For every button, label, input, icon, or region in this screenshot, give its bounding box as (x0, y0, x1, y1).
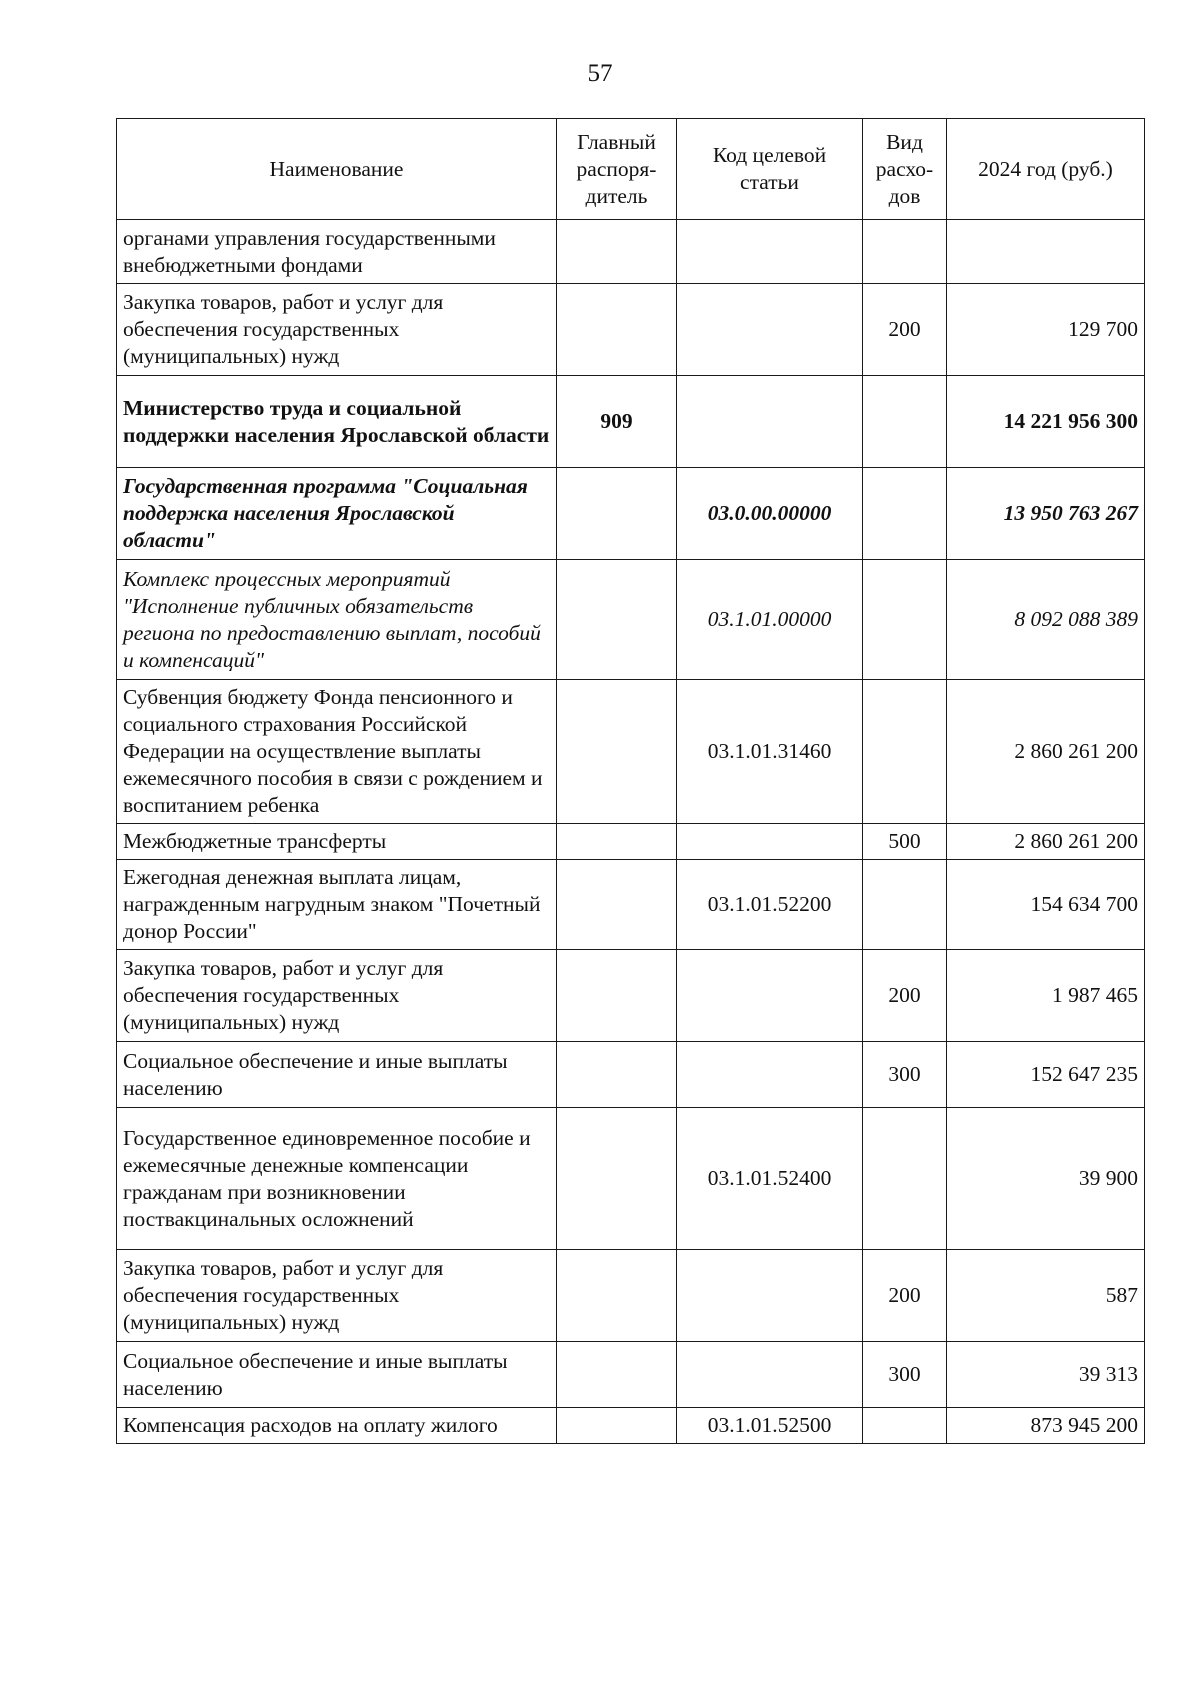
cell-target-code (677, 824, 863, 860)
cell-target-code: 03.1.01.52400 (677, 1108, 863, 1250)
cell-expense-type (863, 1108, 947, 1250)
table-row (117, 376, 1145, 468)
cell-amount: 2 860 261 200 (947, 824, 1145, 860)
cell-amount: 39 900 (947, 1108, 1145, 1250)
cell-amount: 1 987 465 (947, 950, 1145, 1042)
cell-name: Субвенция бюджету Фонда пенсионного и социального страхования Российской Федерации на осуществление выплаты ежемесячного пособия в связи с рождением и воспитанием ребенка (117, 680, 557, 824)
cell-amount: 152 647 235 (947, 1042, 1145, 1108)
table-row (117, 1342, 1145, 1408)
table-row (117, 1042, 1145, 1108)
budget-table (116, 118, 1145, 1444)
cell-name: органами управления государственными внебюджетными фондами (117, 220, 557, 284)
cell-chief-administrator (557, 560, 677, 680)
cell-chief-administrator (557, 680, 677, 824)
cell-chief-administrator (557, 1408, 677, 1444)
cell-target-code: 03.1.01.00000 (677, 560, 863, 680)
table-row (117, 1408, 1145, 1444)
cell-expense-type: 200 (863, 284, 947, 376)
cell-amount: 154 634 700 (947, 860, 1145, 950)
header-target-code: Код целевой статьи (677, 119, 863, 220)
table-row (117, 824, 1145, 860)
cell-expense-type (863, 860, 947, 950)
cell-expense-type: 200 (863, 950, 947, 1042)
table-row (117, 680, 1145, 824)
page-number: 57 (587, 60, 613, 87)
cell-expense-type (863, 220, 947, 284)
cell-chief-administrator (557, 1342, 677, 1408)
cell-expense-type: 300 (863, 1042, 947, 1108)
cell-target-code (677, 1042, 863, 1108)
table-row (117, 1108, 1145, 1250)
cell-amount: 8 092 088 389 (947, 560, 1145, 680)
cell-name: Министерство труда и социальной поддержки населения Ярославской области (117, 376, 557, 468)
cell-name: Социальное обеспечение и иные выплаты населению (117, 1342, 557, 1408)
header-row (117, 119, 1145, 220)
cell-chief-administrator (557, 1108, 677, 1250)
header-amount-2024: 2024 год (руб.) (947, 119, 1145, 220)
cell-expense-type: 200 (863, 1250, 947, 1342)
table-row (117, 560, 1145, 680)
cell-target-code: 03.0.00.00000 (677, 468, 863, 560)
cell-expense-type (863, 376, 947, 468)
cell-target-code (677, 376, 863, 468)
cell-chief-administrator (557, 1042, 677, 1108)
cell-chief-administrator (557, 824, 677, 860)
cell-chief-administrator (557, 220, 677, 284)
cell-name: Закупка товаров, работ и услуг для обеспечения государственных (муниципальных) нужд (117, 1250, 557, 1342)
cell-amount: 39 313 (947, 1342, 1145, 1408)
cell-chief-administrator (557, 468, 677, 560)
cell-expense-type: 500 (863, 824, 947, 860)
cell-amount (947, 220, 1145, 284)
cell-chief-administrator (557, 284, 677, 376)
cell-expense-type: 300 (863, 1342, 947, 1408)
cell-chief-administrator (557, 950, 677, 1042)
cell-amount: 587 (947, 1250, 1145, 1342)
cell-name: Компенсация расходов на оплату жилого (117, 1408, 557, 1444)
header-expense-type: Вид расхо- дов (863, 119, 947, 220)
cell-target-code: 03.1.01.52500 (677, 1408, 863, 1444)
table-row (117, 468, 1145, 560)
cell-name: Закупка товаров, работ и услуг для обеспечения государственных (муниципальных) нужд (117, 950, 557, 1042)
cell-amount: 873 945 200 (947, 1408, 1145, 1444)
table-row (117, 860, 1145, 950)
cell-name: Социальное обеспечение и иные выплаты населению (117, 1042, 557, 1108)
cell-amount: 2 860 261 200 (947, 680, 1145, 824)
cell-amount: 129 700 (947, 284, 1145, 376)
table-row (117, 220, 1145, 284)
cell-target-code (677, 950, 863, 1042)
cell-amount: 14 221 956 300 (947, 376, 1145, 468)
cell-chief-administrator: 909 (557, 376, 677, 468)
header-name: Наименование (117, 119, 557, 220)
cell-target-code (677, 220, 863, 284)
cell-chief-administrator (557, 860, 677, 950)
cell-name: Государственная программа "Социальная поддержка населения Ярославской области" (117, 468, 557, 560)
cell-expense-type (863, 560, 947, 680)
cell-target-code (677, 1250, 863, 1342)
cell-amount: 13 950 763 267 (947, 468, 1145, 560)
cell-name: Ежегодная денежная выплата лицам, награжденным нагрудным знаком "Почетный донор России" (117, 860, 557, 950)
cell-target-code (677, 284, 863, 376)
cell-expense-type (863, 1408, 947, 1444)
cell-chief-administrator (557, 1250, 677, 1342)
cell-name: Комплекс процессных мероприятий "Исполнение публичных обязательств региона по предоставлению выплат, пособий и компенсаций" (117, 560, 557, 680)
header-chief-administrator: Главный распоря- дитель (557, 119, 677, 220)
table-row (117, 1250, 1145, 1342)
cell-target-code: 03.1.01.31460 (677, 680, 863, 824)
cell-target-code (677, 1342, 863, 1408)
table-row (117, 284, 1145, 376)
cell-name: Межбюджетные трансферты (117, 824, 557, 860)
table-body (117, 220, 1145, 1444)
table-row (117, 950, 1145, 1042)
cell-name: Государственное единовременное пособие и ежемесячные денежные компенсации гражданам при возникновении поствакцинальных осложнений (117, 1108, 557, 1250)
cell-target-code: 03.1.01.52200 (677, 860, 863, 950)
cell-name: Закупка товаров, работ и услуг для обеспечения государственных (муниципальных) нужд (117, 284, 557, 376)
cell-expense-type (863, 680, 947, 824)
cell-expense-type (863, 468, 947, 560)
table-header (117, 119, 1145, 220)
